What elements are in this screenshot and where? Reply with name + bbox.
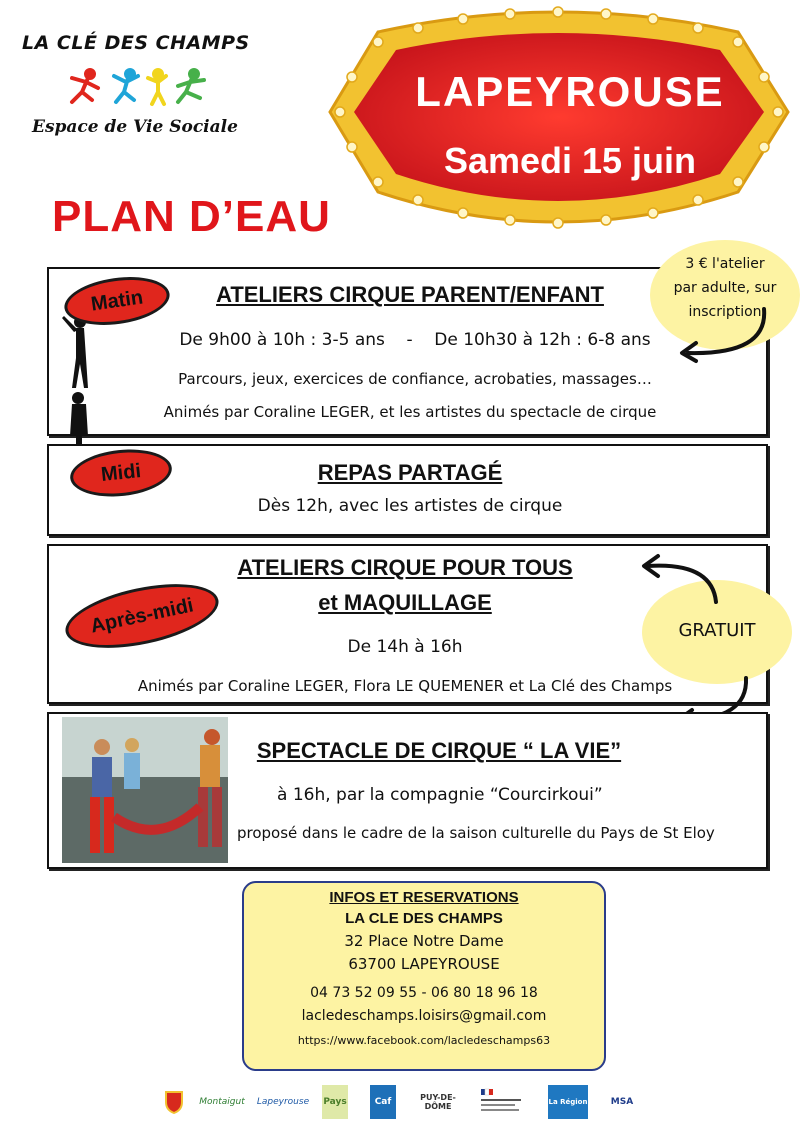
morning-title: ATELIERS CIRQUE PARENT/ENFANT bbox=[216, 282, 604, 307]
partner-logo-caf: Caf bbox=[370, 1085, 396, 1119]
morning-activities: Parcours, jeux, exercices de confiance, acrobaties, massages… bbox=[178, 370, 652, 388]
crest-icon bbox=[164, 1090, 184, 1114]
dancers-logo-icon bbox=[62, 66, 222, 108]
morning-hosts: Animés par Coraline LEGER, et les artistes du spectacle de cirque bbox=[163, 403, 657, 421]
info-address: 32 Place Notre Dame bbox=[344, 932, 504, 950]
info-box bbox=[242, 881, 606, 1071]
noon-title: REPAS PARTAGÉ bbox=[317, 460, 503, 485]
free-note: GRATUIT bbox=[678, 620, 756, 641]
morning-times: De 9h00 à 10h : 3-5 ans - De 10h30 à 12h : 6-8 ans bbox=[179, 330, 651, 350]
partner-logo-crest bbox=[163, 1085, 185, 1119]
location-title: LAPEYROUSE bbox=[415, 68, 725, 115]
marquee-sign bbox=[318, 2, 800, 250]
curved-arrow-top-icon bbox=[636, 552, 736, 612]
price-note: 3 € l'atelier par adulte, sur inscription bbox=[673, 256, 777, 320]
noon-desc: Dès 12h, avec les artistes de cirque bbox=[257, 496, 563, 516]
curved-arrow-icon bbox=[668, 305, 778, 365]
info-email[interactable]: lacledeschamps.loisirs@gmail.com bbox=[301, 1008, 547, 1024]
org-name: LA CLÉ DES CHAMPS bbox=[22, 32, 250, 54]
partner-logo-pays: Pays bbox=[322, 1085, 348, 1119]
info-city: 63700 LAPEYROUSE bbox=[348, 955, 500, 973]
info-name: LA CLE DES CHAMPS bbox=[345, 910, 503, 927]
afternoon-title-line2: et MAQUILLAGE bbox=[318, 590, 492, 615]
circus-show-photo bbox=[62, 717, 228, 863]
afternoon-title-line1: ATELIERS CIRQUE POUR TOUS bbox=[237, 555, 573, 580]
partner-logo-msa: MSA bbox=[610, 1097, 634, 1107]
venue-title: PLAN D’EAU bbox=[52, 192, 331, 241]
partner-logo-montaigut: Montaigut bbox=[199, 1097, 245, 1107]
french-republic-icon bbox=[479, 1087, 527, 1117]
event-date: Samedi 15 juin bbox=[443, 140, 697, 181]
info-phones: 04 73 52 09 55 - 06 80 18 96 18 bbox=[310, 985, 538, 1001]
show-time: à 16h, par la compagnie “Courcirkoui” bbox=[277, 785, 603, 805]
afternoon-times: De 14h à 16h bbox=[347, 637, 463, 657]
show-context: proposé dans le cadre de la saison culturelle du Pays de St Eloy bbox=[237, 824, 715, 842]
org-subtitle: Espace de Vie Sociale bbox=[32, 117, 238, 137]
afternoon-hosts: Animés par Coraline LEGER, Flora LE QUEMENER et La Clé des Champs bbox=[137, 677, 673, 695]
partner-logo-region: La Région bbox=[548, 1085, 588, 1119]
partner-logo-puy-de-dome: PUY-DE-DÔME bbox=[420, 1093, 456, 1111]
info-facebook-link[interactable]: https://www.facebook.com/lacledeschamps63 bbox=[297, 1034, 551, 1047]
partner-logo-lapeyrouse: Lapeyrouse bbox=[256, 1097, 310, 1107]
acrobats-illustration-icon bbox=[54, 308, 104, 458]
noon-tag: Midi bbox=[68, 445, 174, 501]
partner-logo-prefecture bbox=[478, 1085, 528, 1119]
afternoon-tag: Après-midi bbox=[60, 572, 224, 659]
show-title: SPECTACLE DE CIRQUE “ LA VIE” bbox=[256, 738, 622, 763]
morning-tag: Matin bbox=[61, 271, 172, 331]
info-heading: INFOS ET RESERVATIONS bbox=[329, 889, 519, 906]
